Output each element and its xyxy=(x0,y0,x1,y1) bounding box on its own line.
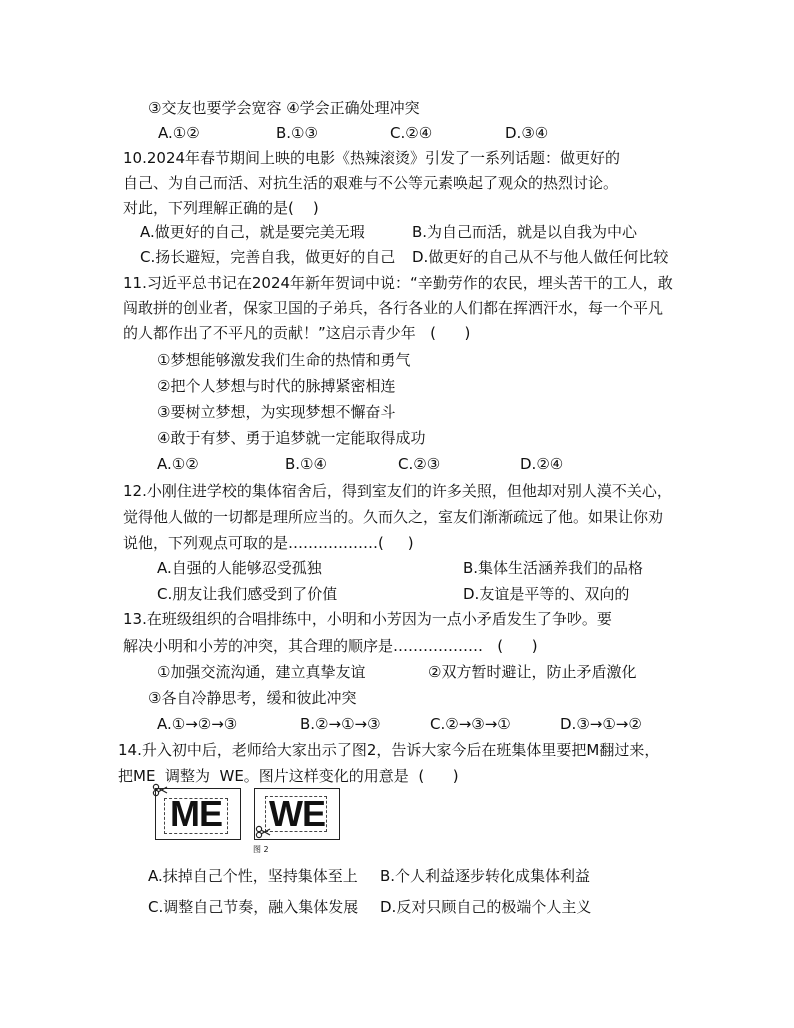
q10-stem-line-2: 自己、为自己而活、对抗生活的艰难与不公等元素唤起了观众的热烈讨论。 xyxy=(123,174,619,192)
q11-option-a: A.①② xyxy=(157,455,199,473)
q12-stem-line-1: 12.小刚住进学校的集体宿舍后，得到室友们的许多关照，但他却对别人漠不关心， xyxy=(123,482,672,500)
figure-we-text: WE xyxy=(269,793,325,834)
q12-stem-line-3: 说他，下列观点可取的是………………( ) xyxy=(123,534,414,552)
q9-option-b: B.①③ xyxy=(276,124,318,142)
q11-stem-line-2: 闯敢拼的创业者，保家卫国的子弟兵，各行各业的人们都在挥洒汗水，每一个平凡 xyxy=(123,299,664,317)
q12-stem-line-2: 觉得他人做的一切都是理所应当的。久而久之，室友们渐渐疏远了他。如果让你劝 xyxy=(123,508,664,526)
q14-option-c: C.调整自己节奏，融入集体发展 xyxy=(148,898,359,916)
q14-stem-line-2: 把ME 调整为 WE。图片这样变化的用意是 ( ) xyxy=(118,767,459,785)
q13-option-b: B.②→①→③ xyxy=(300,715,381,733)
q13-option-a: A.①→②→③ xyxy=(157,715,238,733)
q12-option-a: A.自强的人能够忍受孤独 xyxy=(157,559,322,577)
q12-option-c: C.朋友让我们感受到了价值 xyxy=(157,585,338,603)
q11-stem-line-3: 的人都作出了不平凡的贡献！”这启示青少年 ( ) xyxy=(123,324,471,342)
q10-option-a: A.做更好的自己，就是要完美无瑕 xyxy=(140,223,365,241)
q11-statement-1: ①梦想能够激发我们生命的热情和勇气 xyxy=(157,351,411,369)
q13-stem-line-1: 13.在班级组织的合唱排练中，小明和小芳因为一点小矛盾发生了争吵。要 xyxy=(123,610,612,628)
q13-statement-2: ②双方暂时避让，防止矛盾激化 xyxy=(428,663,637,681)
q10-option-d: D.做更好的自己从不与他人做任何比较 xyxy=(412,248,669,266)
q9-option-d: D.③④ xyxy=(505,124,549,142)
q13-option-c: C.②→③→① xyxy=(430,715,511,733)
q10-stem-line-1: 10.2024年春节期间上映的电影《热辣滚烫》引发了一系列话题：做更好的 xyxy=(123,149,621,167)
q10-stem-line-3: 对此，下列理解正确的是( ) xyxy=(123,199,319,217)
q11-statement-2: ②把个人梦想与时代的脉搏紧密相连 xyxy=(157,377,396,395)
scissors-icon xyxy=(152,783,168,797)
q11-statement-4: ④敢于有梦、勇于追梦就一定能取得成功 xyxy=(157,429,426,447)
q13-stem-line-2: 解决小明和小芳的冲突，其合理的顺序是……………… ( ) xyxy=(123,637,538,655)
q9-statement-line: ③交友也要学会宽容 ④学会正确处理冲突 xyxy=(148,99,420,117)
q13-statement-1: ①加强交流沟通，建立真挚友谊 xyxy=(157,663,366,681)
q13-option-d: D.③→①→② xyxy=(560,715,642,733)
q10-option-c: C.扬长避短，完善自我，做更好的自己 xyxy=(140,248,396,266)
figure-we-panel xyxy=(254,788,340,840)
q14-option-b: B.个人利益逐步转化成集体利益 xyxy=(380,867,591,885)
q12-option-b: B.集体生活涵养我们的品格 xyxy=(463,559,644,577)
figure-me-text: ME xyxy=(170,793,222,834)
figure-caption: 图 2 xyxy=(253,845,269,854)
q9-option-c: C.②④ xyxy=(390,124,433,142)
figure-me-panel xyxy=(155,788,241,840)
q11-option-b: B.①④ xyxy=(285,455,327,473)
q13-statement-3: ③各自冷静思考，缓和彼此冲突 xyxy=(148,689,357,707)
q11-statement-3: ③要树立梦想，为实现梦想不懈奋斗 xyxy=(157,403,396,421)
q12-option-d: D.友谊是平等的、双向的 xyxy=(463,585,630,603)
q10-option-b: B.为自己而活，就是以自我为中心 xyxy=(412,223,638,241)
q9-option-a: A.①② xyxy=(158,124,200,142)
q11-stem-line-1: 11.习近平总书记在2024年新年贺词中说：“辛勤劳作的农民，埋头苦干的工人，敢 xyxy=(123,274,673,292)
q14-option-a: A.抹掉自己个性，坚持集体至上 xyxy=(148,867,358,885)
q11-option-d: D.②④ xyxy=(520,455,564,473)
q11-option-c: C.②③ xyxy=(398,455,441,473)
q14-stem-line-1: 14.升入初中后，老师给大家出示了图2，告诉大家今后在班集体里要把M翻过来， xyxy=(118,741,660,759)
q14-option-d: D.反对只顾自己的极端个人主义 xyxy=(380,898,592,916)
